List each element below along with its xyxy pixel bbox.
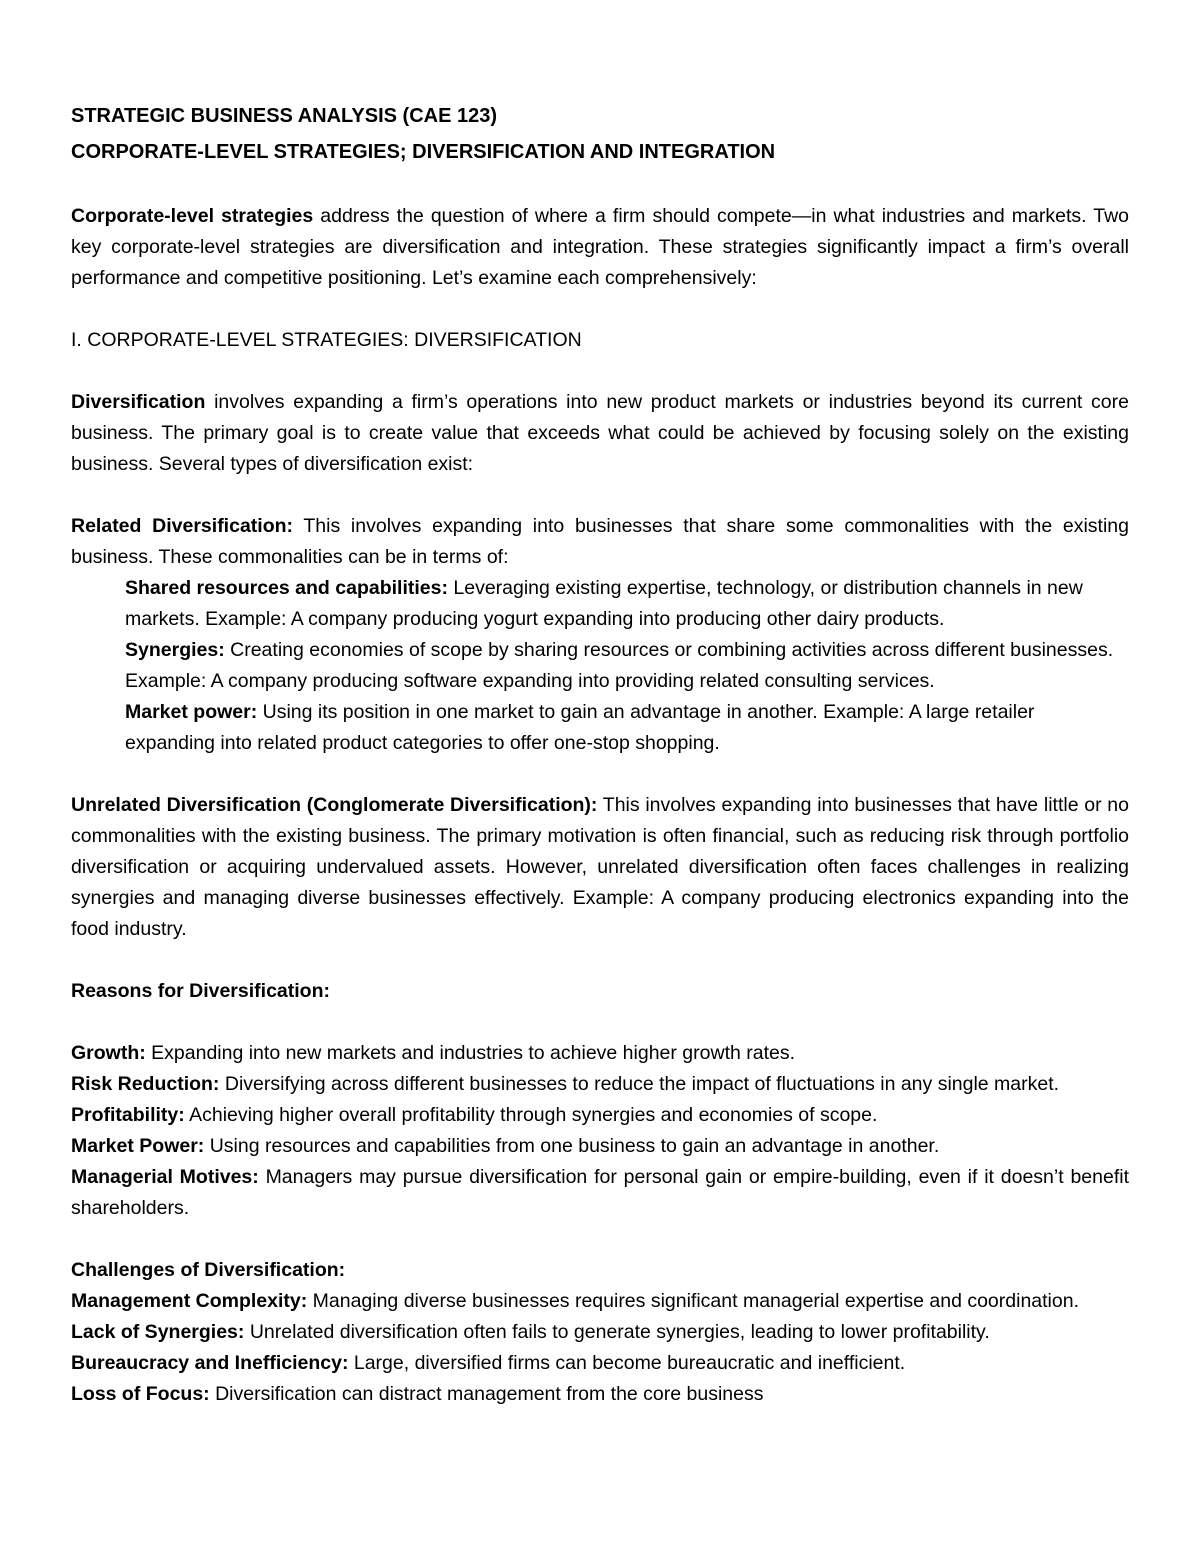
spacer (71, 356, 1129, 387)
intro-text: address the question of where a firm should compete—in what industries and markets. Two key corporate-level strategies are diversification and integration. These strategies significantly impact a firm’s overall performance and competitive positioning. Let’s examine each comprehensively: (71, 205, 1129, 289)
reason-text: Achieving higher overall profitability through synergies and economies of scope. (184, 1104, 878, 1126)
challenge-item (71, 1379, 1129, 1410)
related-item-term: Market power: (125, 701, 258, 723)
document-subtitle: CORPORATE-LEVEL STRATEGIES; DIVERSIFICATION AND INTEGRATION (71, 141, 776, 163)
challenge-text: Managing diverse businesses requires significant managerial expertise and coordination. (307, 1290, 1079, 1312)
spacer (71, 945, 1129, 976)
unrelated-text: This involves expanding into businesses that have little or no commonalities with the existing business. The primary motivation is often financial, such as reducing risk through portfolio diversification or acquiring undervalued assets. However, unrelated diversification often faces challenges in realizing synergies and managing diverse businesses effectively. Example: A company producing electronics expanding into the food industry. (71, 794, 1130, 940)
related-item (71, 573, 1129, 635)
challenge-term: Lack of Synergies: (71, 1321, 245, 1343)
reason-item (71, 1131, 1129, 1162)
reason-text: Expanding into new markets and industries to achieve higher growth rates. (145, 1042, 796, 1064)
related-item (71, 635, 1129, 697)
related-item-text: Creating economies of scope by sharing resources or combining activities across different businesses. Example: A company producing software expanding into providing related consulting services. (125, 639, 1114, 692)
reason-item (71, 1100, 1129, 1131)
reasons-heading: Reasons for Diversification: (71, 980, 330, 1002)
challenge-item (71, 1286, 1129, 1317)
reason-term: Growth: (71, 1042, 146, 1064)
reason-item (71, 1162, 1129, 1224)
unrelated-paragraph (71, 790, 1129, 945)
spacer (71, 294, 1129, 325)
challenge-text: Unrelated diversification often fails to generate synergies, leading to lower profitability. (244, 1321, 990, 1343)
spacer (71, 1007, 1129, 1038)
related-item-term: Shared resources and capabilities: (125, 577, 448, 599)
diversification-paragraph (71, 387, 1129, 480)
related-item-text: Leveraging existing expertise, technology, or distribution channels in new markets. Example: A company producing yogurt expanding into producing other dairy products. (125, 577, 1083, 630)
diversification-text: involves expanding a firm’s operations into new product markets or industries beyond its current core business. The primary goal is to create value that exceeds what could be achieved by focusing solely on the existing business. Several types of diversification exist: (71, 391, 1129, 475)
challenge-text: Diversification can distract management from the core business (209, 1383, 764, 1405)
challenges-heading: Challenges of Diversification: (71, 1259, 346, 1281)
challenge-term: Management Complexity: (71, 1290, 308, 1312)
related-item (71, 697, 1129, 759)
intro-term: Corporate-level strategies (71, 205, 314, 227)
section1-heading: I. CORPORATE-LEVEL STRATEGIES: DIVERSIFICATION (71, 329, 582, 351)
challenge-item (71, 1317, 1129, 1348)
spacer (71, 170, 1129, 201)
related-item-term: Synergies: (125, 639, 225, 661)
document-title: STRATEGIC BUSINESS ANALYSIS (CAE 123) (71, 105, 498, 127)
diversification-term: Diversification (71, 391, 206, 413)
reason-text: Diversifying across different businesses to reduce the impact of fluctuations in any single market. (219, 1073, 1060, 1095)
unrelated-term: Unrelated Diversification (Conglomerate Diversification): (71, 794, 598, 816)
reason-term: Market Power: (71, 1135, 205, 1157)
reason-term: Risk Reduction: (71, 1073, 220, 1095)
reason-text: Using resources and capabilities from one business to gain an advantage in another. (204, 1135, 940, 1157)
challenge-text: Large, diversified firms can become bureaucratic and inefficient. (348, 1352, 906, 1374)
spacer (71, 1224, 1129, 1255)
related-item-text: Using its position in one market to gain an advantage in another. Example: A large retailer expanding into related product categories to offer one-stop shopping. (125, 701, 1035, 754)
related-term: Related Diversification: (71, 515, 294, 537)
reason-item (71, 1069, 1129, 1100)
reason-term: Managerial Motives: (71, 1166, 259, 1188)
reason-item (71, 1038, 1129, 1069)
reason-text: Managers may pursue diversification for personal gain or empire-building, even if it doesn’t benefit shareholders. (71, 1166, 1129, 1219)
spacer (71, 480, 1129, 511)
challenge-term: Loss of Focus: (71, 1383, 210, 1405)
challenge-item (71, 1348, 1129, 1379)
intro-paragraph (71, 201, 1129, 294)
spacer (71, 759, 1129, 790)
reason-term: Profitability: (71, 1104, 185, 1126)
challenge-term: Bureaucracy and Inefficiency: (71, 1352, 349, 1374)
document-page (71, 98, 1129, 1410)
related-text: This involves expanding into businesses that share some commonalities with the existing business. These commonalities can be in terms of: (71, 515, 1129, 568)
related-paragraph (71, 511, 1129, 573)
